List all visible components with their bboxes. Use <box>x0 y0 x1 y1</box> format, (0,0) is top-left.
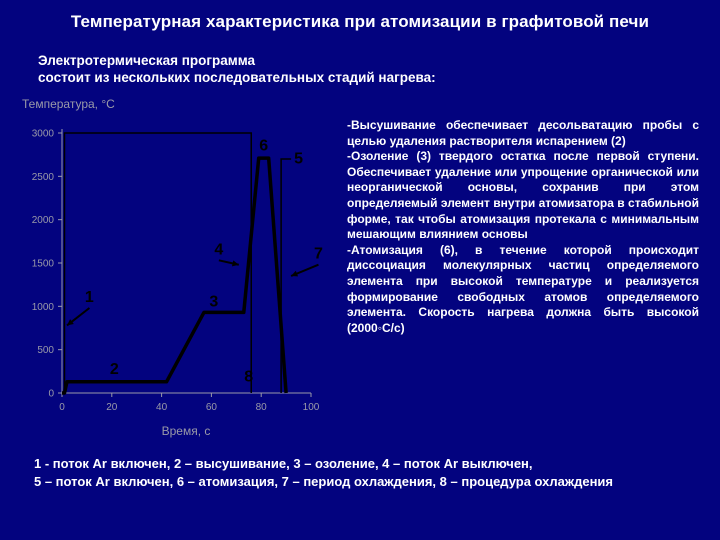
stage-atomization-text: -Атомизация (6), в течение которой происходит диссоциация молекулярных частиц определяемого элемента при высокой температуре и реализуется формирование свободных атомов определяемого элемента. Скорость нагрева должна быть высокой (2000◦С/с) <box>347 242 699 335</box>
y-tick-label: 0 <box>48 388 54 400</box>
annotation-label: 4 <box>214 241 224 259</box>
y-tick-label: 2000 <box>31 215 54 227</box>
annotation-label: 2 <box>109 360 119 378</box>
x-tick-label: 0 <box>59 402 65 413</box>
x-tick-label: 20 <box>106 402 118 413</box>
temperature-program-line <box>62 158 286 393</box>
chart-labels <box>67 137 323 385</box>
x-axis-label: Время, с <box>161 424 211 438</box>
y-tick-label: 500 <box>37 345 54 357</box>
y-tick-label: 1500 <box>31 258 54 270</box>
annotation-label: 5 <box>294 150 304 168</box>
annotation-label: 8 <box>244 368 254 386</box>
annotation-label: 1 <box>84 289 94 306</box>
x-tick-label: 100 <box>302 402 320 413</box>
chart-legend <box>34 455 676 491</box>
y-axis-label: Температура, °С <box>22 97 115 111</box>
annotation-label: 7 <box>314 245 323 263</box>
slide-title: Температурная характеристика при атомизации в графитовой печи <box>70 12 650 31</box>
stages-description <box>347 118 699 336</box>
y-tick-label: 1000 <box>31 301 54 313</box>
x-tick-label: 80 <box>255 402 267 413</box>
chart-lines <box>62 133 291 393</box>
legend-line-2: 5 – поток Ar включен, 6 – атомизация, 7 – период охлаждения, 8 – процедура охлаждения <box>34 474 614 489</box>
y-tick-label: 2500 <box>31 171 54 183</box>
x-tick-label: 40 <box>156 402 168 413</box>
intro-line-1: Электротермическая программа <box>38 53 256 68</box>
stage-ashing-text: -Озоление (3) твердого остатка после первой ступени. Обеспечивает удаление или упрощение органической или неорганической основы, сохранив при этом определяемый элемент внутри атомизатора в стабильной форме, так чтобы атомизация протекала с минимальным мешающим влиянием основы <box>347 149 699 242</box>
x-tick-label: 60 <box>205 402 217 413</box>
y-tick-label: 3000 <box>31 128 54 140</box>
intro-line-2: состоит из нескольких последовательных стадий нагрева: <box>38 70 436 85</box>
legend-line-1: 1 - поток Ar включен, 2 – высушивание, 3 – озоление, 4 – поток Ar выключен, <box>34 456 533 471</box>
inert-gas-flow-line <box>64 133 254 393</box>
annotation-label: 6 <box>259 137 269 155</box>
stage-drying-text: -Высушивание обеспечивает десольватацию пробы с целью удаления растворителя испарением (2) <box>347 118 699 148</box>
annotation-label: 3 <box>209 293 219 311</box>
